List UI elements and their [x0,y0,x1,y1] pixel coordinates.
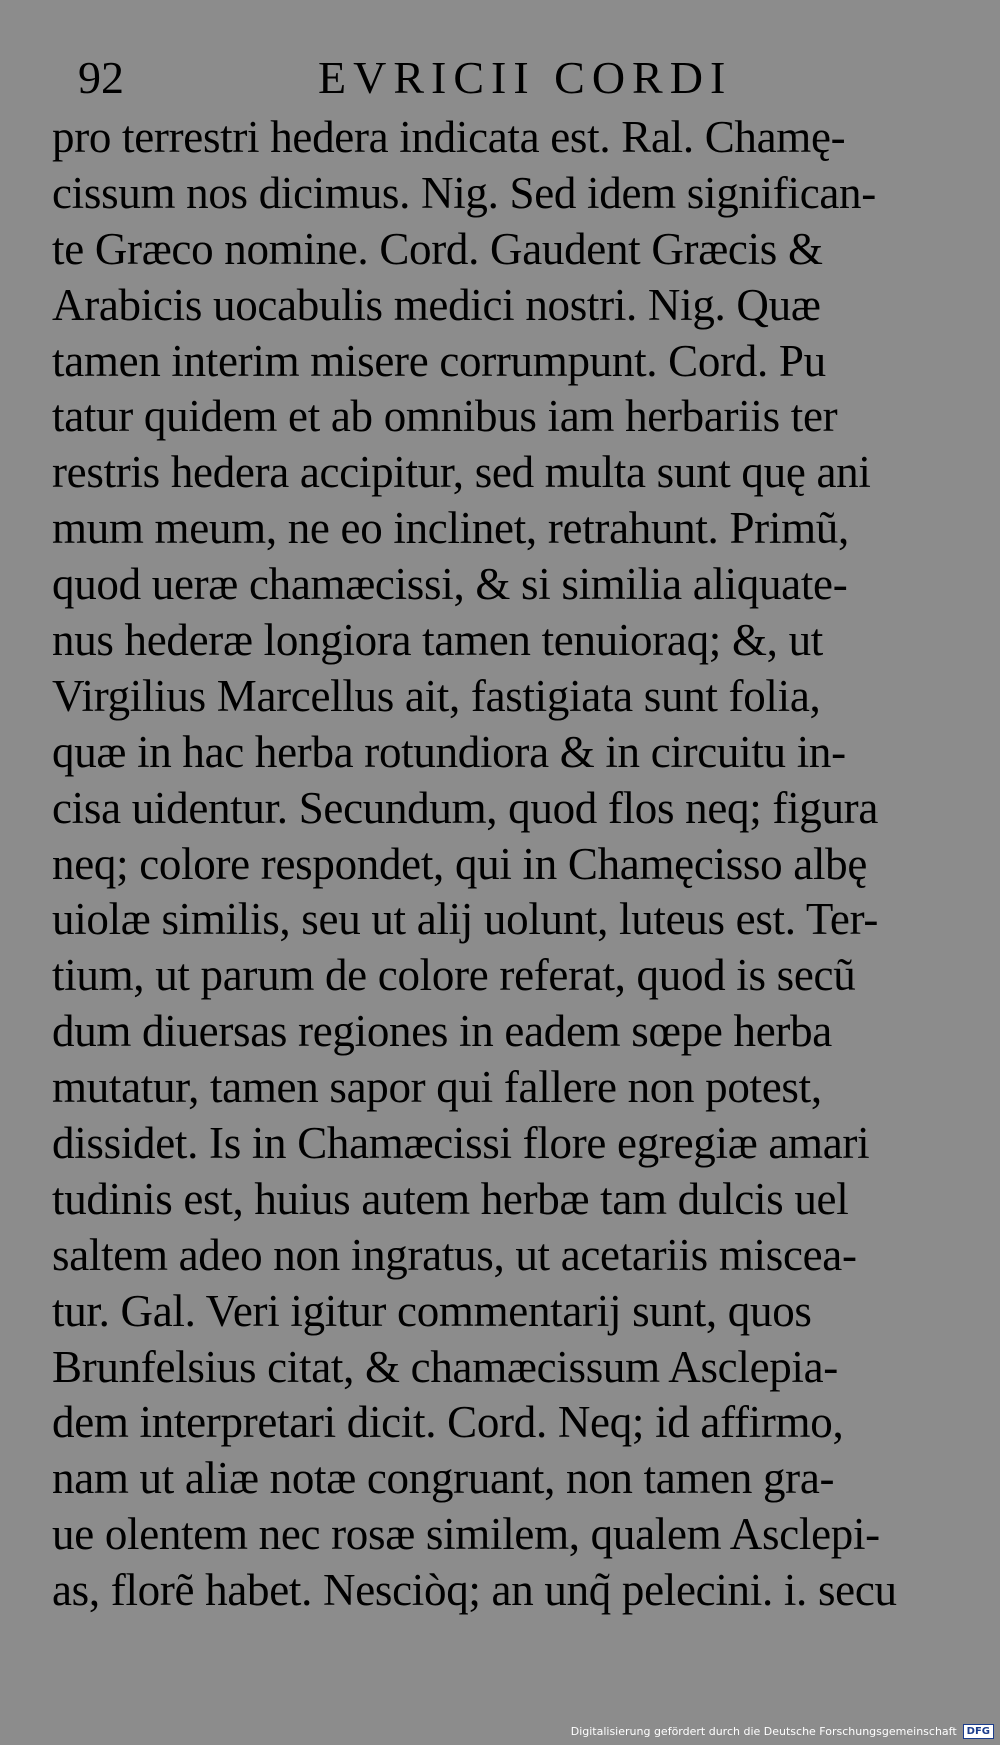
text-line: dum diuersas regiones in eadem sœpe herba [52,1006,832,1057]
page-number: 92 [78,52,124,103]
text-line: cisa uidentur. Secundum, quod flos neq; figura [52,782,879,833]
text-line: Virgilius Marcellus ait, fastigiata sunt folia, [52,670,821,721]
text-line: uiolæ similis, seu ut alij uolunt, luteus est. Ter- [52,894,879,945]
text-line: nam ut aliæ notæ congruant, non tamen gra- [52,1453,835,1504]
text-line: dissidet. Is in Chamæcissi flore egregiæ amari [52,1118,870,1169]
running-head: EVRICII CORDI [318,52,733,103]
text-line: tur. Gal. Veri igitur commentarij sunt, quos [52,1285,812,1336]
text-line: quod ueræ chamæcissi, & si similia aliquate- [52,559,848,610]
text-line: neq; colore respondet, qui in Chamęcisso albę [52,838,868,889]
text-line: quæ in hac herba rotundiora & in circuitu in- [52,726,846,777]
text-line: mum meum, ne eo inclinet, retrahunt. Primũ, [52,503,849,554]
text-line: as, florẽ habet. Nesciòq; an unq̃ pelecini. i. secu [52,1565,897,1616]
body-text [52,110,982,1619]
page-header [78,48,938,108]
text-line: nus hederæ longiora tamen tenuioraq; &, ut [52,615,823,666]
text-line: cissum nos dicimus. Nig. Sed idem significan- [52,167,876,218]
text-line: tudinis est, huius autem herbæ tam dulcis uel [52,1173,849,1224]
text-line: dem interpretari dicit. Cord. Neq; id affirmo, [52,1397,844,1448]
text-line: tamen interim misere corrumpunt. Cord. Pu [52,335,826,386]
text-line: tium, ut parum de colore referat, quod is secũ [52,950,856,1001]
text-line: restris hedera accipitur, sed multa sunt quę ani [52,447,871,498]
text-line: te Græco nomine. Cord. Gaudent Græcis & [52,223,823,274]
text-line: ue olentem nec rosæ similem, qualem Asclepi- [52,1509,880,1560]
digitization-credit [571,1721,994,1741]
text-line: saltem adeo non ingratus, ut acetariis misceа- [52,1229,857,1280]
credit-text: Digitalisierung gefördert durch die Deutsche Forschungsgemeinschaft [570,1724,957,1738]
text-line: Brunfelsius citat, & chamæcissum Asclepia- [52,1341,838,1392]
dfg-logo: DFG [963,1724,994,1739]
text-line: Arabicis uocabulis medici nostri. Nig. Quæ [52,279,821,330]
text-line: pro terrestri hedera indicata est. Ral. Chamę- [52,112,846,162]
text-line: mutatur, tamen sapor qui fallere non potest, [52,1062,822,1113]
text-line: tatur quidem et ab omnibus iam herbariis ter [52,391,838,442]
